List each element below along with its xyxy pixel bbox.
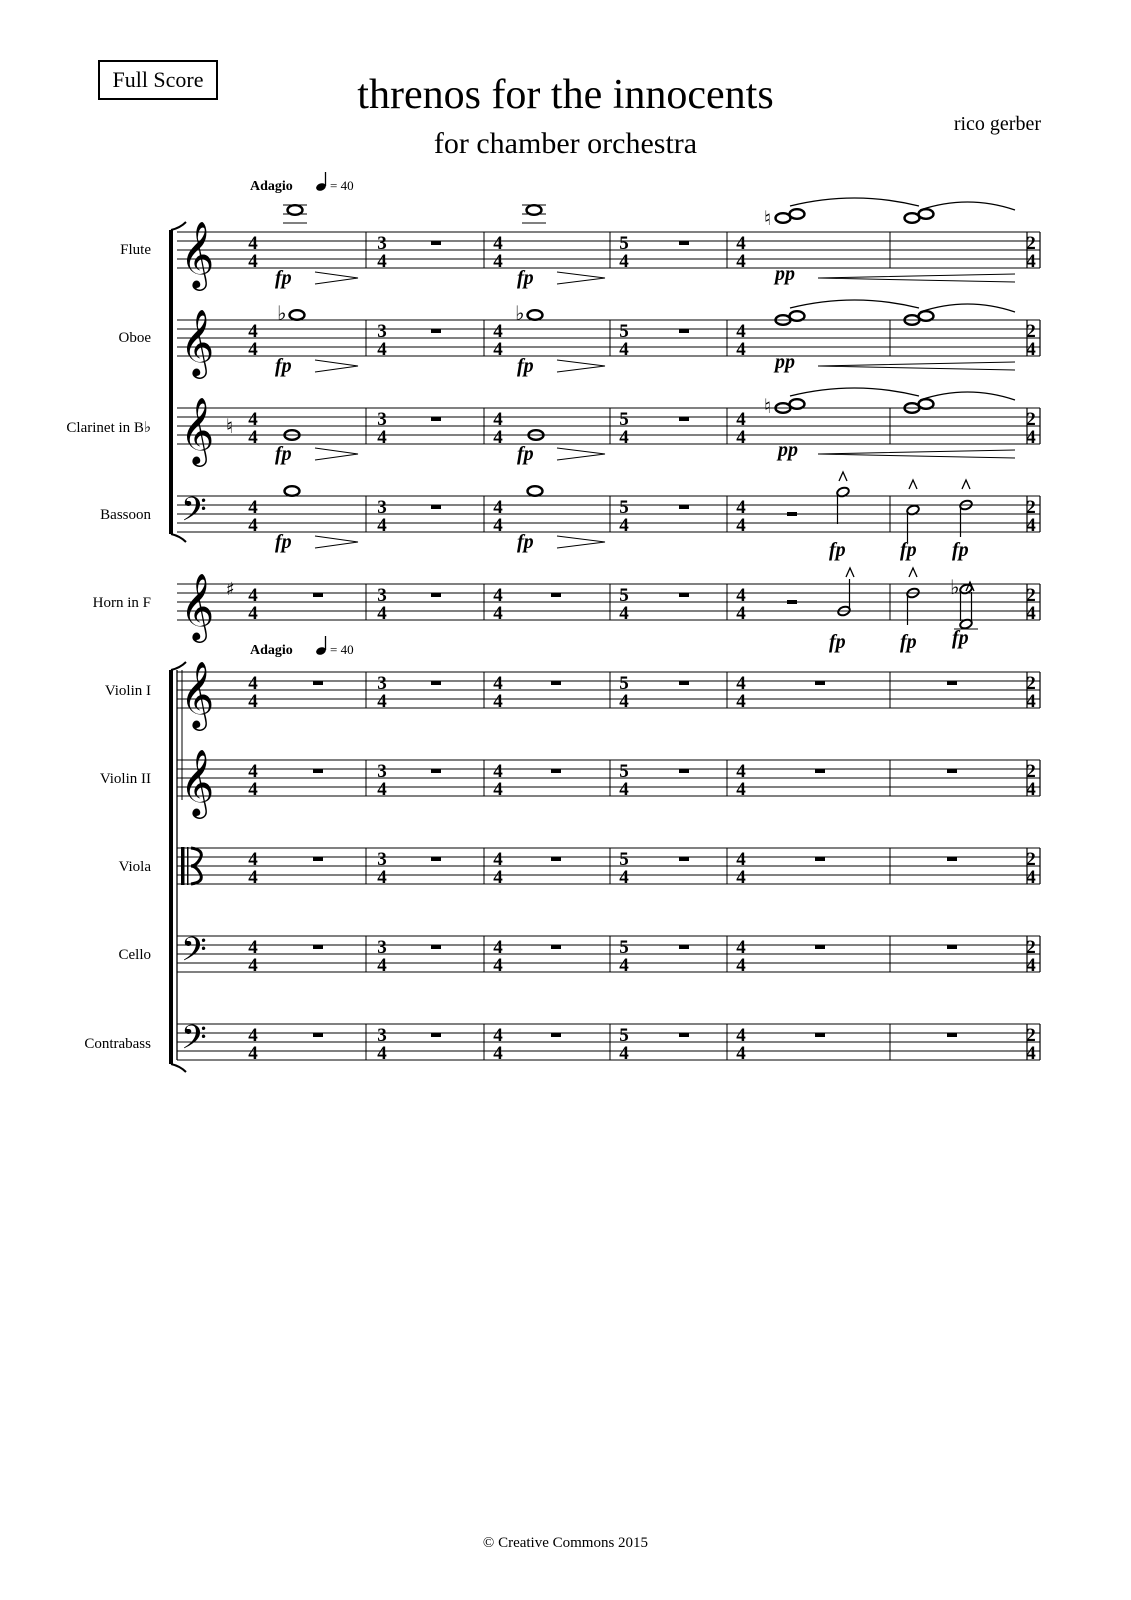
copyright-notice: © Creative Commons 2015 [482, 1535, 649, 1551]
half-rest [787, 600, 797, 604]
time-signature-bottom: 4 [736, 867, 746, 888]
whole-rest [431, 505, 441, 509]
time-signature-bottom: 4 [493, 251, 503, 272]
whole-note [790, 209, 805, 219]
whole-rest [679, 1033, 689, 1037]
natural-icon: ♮ [226, 414, 234, 438]
time-signature-bottom: 4 [493, 955, 503, 976]
instrument-name-flute: Flute [120, 242, 151, 258]
instrument-name-violin-2: Violin II [99, 771, 151, 787]
whole-note [285, 486, 300, 496]
whole-note [919, 311, 934, 321]
dynamic-fp: fp [275, 443, 292, 465]
whole-note [288, 205, 303, 215]
whole-rest [679, 681, 689, 685]
accent-mark [909, 568, 917, 577]
half-rest [787, 512, 797, 516]
time-signature-top: 4 [736, 233, 746, 254]
decrescendo-hairpin [557, 536, 605, 548]
time-signature-bottom: 4 [1026, 955, 1036, 976]
time-signature-top: 4 [248, 585, 258, 606]
time-signature-bottom: 4 [248, 603, 258, 624]
time-signature-top: 4 [248, 849, 258, 870]
time-signature-top: 4 [736, 673, 746, 694]
time-signature-top: 4 [736, 585, 746, 606]
treble-clef-icon: 𝄞 [180, 660, 215, 728]
time-signature-top: 3 [377, 409, 387, 430]
tie [790, 388, 919, 396]
flat-icon: ♭ [950, 575, 960, 599]
time-signature-top: 4 [248, 233, 258, 254]
whole-note [919, 399, 934, 409]
time-signature-bottom: 4 [1026, 339, 1036, 360]
whole-rest [679, 329, 689, 333]
time-signature-top: 4 [736, 849, 746, 870]
time-signature-top: 2 [1026, 849, 1036, 870]
decrescendo-hairpin [818, 274, 1015, 282]
time-signature-bottom: 4 [248, 251, 258, 272]
time-signature-top: 3 [377, 321, 387, 342]
time-signature-bottom: 4 [1026, 779, 1036, 800]
time-signature-top: 4 [736, 497, 746, 518]
time-signature-bottom: 4 [619, 515, 629, 536]
instrument-name-violin-1: Violin I [104, 683, 151, 699]
dynamic-pp: pp [775, 263, 795, 285]
time-signature-bottom: 4 [248, 867, 258, 888]
instrument-name-clarinet: Clarinet in B♭ [66, 420, 151, 436]
time-signature-top: 5 [619, 673, 629, 694]
time-signature-bottom: 4 [736, 603, 746, 624]
time-signature-bottom: 4 [1026, 515, 1036, 536]
time-signature-top: 4 [736, 1025, 746, 1046]
tie [790, 300, 919, 308]
decrescendo-hairpin [315, 272, 358, 284]
time-signature-bottom: 4 [619, 691, 629, 712]
time-signature-top: 4 [248, 761, 258, 782]
time-signature-top: 5 [619, 497, 629, 518]
time-signature-top: 4 [493, 497, 503, 518]
whole-rest [431, 857, 441, 861]
accent-mark [966, 582, 974, 591]
whole-rest [431, 593, 441, 597]
time-signature-top: 5 [619, 761, 629, 782]
time-signature-top: 4 [493, 937, 503, 958]
time-signature-top: 3 [377, 1025, 387, 1046]
accent-mark [846, 568, 854, 577]
time-signature-bottom: 4 [248, 427, 258, 448]
whole-note [528, 486, 543, 496]
whole-rest [679, 945, 689, 949]
tie [920, 304, 1015, 312]
dynamic-fp: fp [517, 443, 534, 465]
flat-icon: ♭ [277, 301, 287, 325]
time-signature-bottom: 4 [736, 515, 746, 536]
whole-rest [551, 593, 561, 597]
time-signature-bottom: 4 [248, 1043, 258, 1064]
time-signature-top: 2 [1026, 761, 1036, 782]
time-signature-top: 2 [1026, 497, 1036, 518]
time-signature-bottom: 4 [736, 427, 746, 448]
time-signature-top: 5 [619, 321, 629, 342]
dynamic-fp: fp [517, 355, 534, 377]
time-signature-top: 4 [493, 321, 503, 342]
time-signature-bottom: 4 [493, 427, 503, 448]
time-signature-bottom: 4 [1026, 691, 1036, 712]
whole-rest [313, 769, 323, 773]
time-signature-top: 4 [248, 1025, 258, 1046]
time-signature-top: 4 [248, 409, 258, 430]
time-signature-top: 3 [377, 673, 387, 694]
whole-note [790, 399, 805, 409]
time-signature-bottom: 4 [619, 339, 629, 360]
whole-rest [815, 857, 825, 861]
time-signature-top: 2 [1026, 1025, 1036, 1046]
treble-clef-icon: 𝄞 [180, 748, 215, 816]
dynamic-fp: fp [275, 267, 292, 289]
time-signature-top: 4 [493, 849, 503, 870]
score-title: threnos for the innocents [357, 72, 774, 118]
whole-rest [431, 241, 441, 245]
tie [790, 198, 919, 206]
time-signature-bottom: 4 [493, 1043, 503, 1064]
whole-rest [815, 1033, 825, 1037]
time-signature-bottom: 4 [248, 515, 258, 536]
time-signature-bottom: 4 [619, 251, 629, 272]
whole-note [919, 209, 934, 219]
dynamic-fp: fp [275, 531, 292, 553]
dynamic-fp: fp [952, 627, 969, 649]
tie [920, 392, 1015, 400]
time-signature-top: 4 [248, 497, 258, 518]
time-signature-top: 4 [493, 1025, 503, 1046]
tie [920, 202, 1015, 210]
time-signature-bottom: 4 [736, 339, 746, 360]
dynamic-pp: pp [775, 351, 795, 373]
time-signature-bottom: 4 [619, 779, 629, 800]
whole-rest [679, 769, 689, 773]
decrescendo-hairpin [557, 448, 605, 460]
time-signature-top: 5 [619, 937, 629, 958]
time-signature-bottom: 4 [248, 691, 258, 712]
time-signature-top: 4 [736, 761, 746, 782]
time-signature-bottom: 4 [377, 691, 387, 712]
time-signature-bottom: 4 [736, 955, 746, 976]
time-signature-top: 4 [736, 937, 746, 958]
whole-note [528, 310, 543, 320]
time-signature-bottom: 4 [377, 1043, 387, 1064]
time-signature-bottom: 4 [377, 515, 387, 536]
time-signature-bottom: 4 [619, 955, 629, 976]
time-signature-top: 2 [1026, 585, 1036, 606]
time-signature-top: 4 [493, 673, 503, 694]
whole-note [790, 311, 805, 321]
decrescendo-hairpin [818, 450, 1015, 458]
time-signature-bottom: 4 [619, 603, 629, 624]
composer-name: rico gerber [953, 113, 1041, 135]
time-signature-top: 4 [736, 409, 746, 430]
dynamic-fp: fp [900, 631, 917, 653]
strings-bracket [171, 1064, 186, 1072]
time-signature-bottom: 4 [1026, 867, 1036, 888]
treble-clef-icon: 𝄞 [180, 572, 215, 640]
whole-rest [313, 945, 323, 949]
time-signature-top: 4 [248, 673, 258, 694]
time-signature-bottom: 4 [493, 691, 503, 712]
time-signature-bottom: 4 [619, 1043, 629, 1064]
strings-bracket [169, 670, 173, 1064]
tempo-value-top: = 40 [330, 178, 354, 193]
time-signature-top: 3 [377, 585, 387, 606]
time-signature-top: 5 [619, 409, 629, 430]
instrument-name-contrabass: Contrabass [84, 1036, 151, 1052]
whole-rest [679, 593, 689, 597]
instrument-name-cello: Cello [118, 947, 151, 963]
whole-rest [431, 329, 441, 333]
time-signature-bottom: 4 [377, 955, 387, 976]
treble-clef-icon: 𝄞 [180, 396, 215, 464]
whole-note [290, 310, 305, 320]
whole-note [776, 213, 791, 223]
alto-clef-icon [181, 847, 185, 885]
tempo-label-top: Adagio [250, 179, 293, 194]
time-signature-top: 4 [248, 937, 258, 958]
dynamic-fp: fp [517, 531, 534, 553]
whole-rest [551, 681, 561, 685]
dynamic-pp: pp [778, 439, 798, 461]
whole-rest [947, 945, 957, 949]
whole-note [905, 213, 920, 223]
whole-note [527, 205, 542, 215]
instrument-name-horn: Horn in F [92, 595, 151, 611]
whole-rest [431, 945, 441, 949]
time-signature-bottom: 4 [1026, 603, 1036, 624]
time-signature-bottom: 4 [493, 515, 503, 536]
tempo-value-strings: = 40 [330, 642, 354, 657]
decrescendo-hairpin [557, 272, 605, 284]
bass-clef-icon: 𝄢 [181, 491, 207, 537]
whole-rest [313, 857, 323, 861]
dynamic-fp: fp [275, 355, 292, 377]
whole-rest [551, 769, 561, 773]
time-signature-bottom: 4 [377, 251, 387, 272]
time-signature-top: 2 [1026, 937, 1036, 958]
time-signature-top: 2 [1026, 409, 1036, 430]
accent-mark [962, 480, 970, 489]
full-score-label: Full Score [98, 60, 218, 100]
time-signature-bottom: 4 [1026, 427, 1036, 448]
whole-rest [551, 1033, 561, 1037]
natural-icon: ♮ [764, 394, 772, 418]
time-signature-top: 4 [736, 321, 746, 342]
whole-rest [815, 945, 825, 949]
treble-clef-icon: 𝄞 [180, 220, 215, 288]
bass-clef-icon: 𝄢 [181, 931, 207, 977]
instrument-name-bassoon: Bassoon [100, 507, 151, 523]
time-signature-bottom: 4 [377, 427, 387, 448]
time-signature-bottom: 4 [1026, 1043, 1036, 1064]
whole-rest [431, 769, 441, 773]
time-signature-bottom: 4 [736, 1043, 746, 1064]
time-signature-bottom: 4 [493, 867, 503, 888]
instrument-name-oboe: Oboe [118, 330, 151, 346]
time-signature-bottom: 4 [493, 779, 503, 800]
whole-rest [679, 417, 689, 421]
time-signature-bottom: 4 [377, 779, 387, 800]
accent-mark [909, 480, 917, 489]
tempo-label-strings: Adagio [250, 643, 293, 658]
time-signature-bottom: 4 [248, 339, 258, 360]
dynamic-fp: fp [829, 631, 846, 653]
woodwind-bracket [169, 230, 173, 534]
whole-rest [313, 593, 323, 597]
treble-clef-icon: 𝄞 [180, 308, 215, 376]
time-signature-top: 3 [377, 761, 387, 782]
whole-rest [551, 945, 561, 949]
whole-rest [947, 1033, 957, 1037]
dynamic-fp: fp [829, 539, 846, 561]
whole-rest [947, 681, 957, 685]
time-signature-bottom: 4 [736, 779, 746, 800]
time-signature-top: 5 [619, 233, 629, 254]
time-signature-top: 3 [377, 937, 387, 958]
time-signature-bottom: 4 [493, 339, 503, 360]
time-signature-bottom: 4 [377, 603, 387, 624]
whole-rest [947, 857, 957, 861]
time-signature-top: 5 [619, 585, 629, 606]
time-signature-bottom: 4 [619, 427, 629, 448]
alto-clef-icon [187, 847, 189, 885]
time-signature-top: 3 [377, 233, 387, 254]
time-signature-bottom: 4 [377, 339, 387, 360]
whole-rest [313, 681, 323, 685]
whole-rest [679, 241, 689, 245]
whole-rest [431, 681, 441, 685]
whole-rest [431, 1033, 441, 1037]
time-signature-top: 5 [619, 849, 629, 870]
dynamic-fp: fp [517, 267, 534, 289]
time-signature-top: 5 [619, 1025, 629, 1046]
sharp-icon: ♯ [226, 579, 235, 600]
time-signature-bottom: 4 [1026, 251, 1036, 272]
bass-clef-icon: 𝄢 [181, 1019, 207, 1065]
whole-rest [947, 769, 957, 773]
decrescendo-hairpin [557, 360, 605, 372]
dynamic-fp: fp [900, 539, 917, 561]
natural-icon: ♮ [764, 206, 772, 230]
time-signature-bottom: 4 [493, 603, 503, 624]
time-signature-top: 2 [1026, 321, 1036, 342]
accent-mark [839, 472, 847, 481]
flat-icon: ♭ [515, 301, 525, 325]
whole-rest [431, 417, 441, 421]
time-signature-top: 4 [248, 321, 258, 342]
whole-rest [679, 505, 689, 509]
whole-rest [679, 857, 689, 861]
whole-rest [313, 1033, 323, 1037]
whole-rest [815, 769, 825, 773]
whole-rest [551, 857, 561, 861]
dynamic-fp: fp [952, 539, 969, 561]
time-signature-bottom: 4 [248, 955, 258, 976]
time-signature-top: 4 [493, 409, 503, 430]
decrescendo-hairpin [315, 536, 358, 548]
time-signature-top: 2 [1026, 233, 1036, 254]
instrument-name-viola: Viola [118, 859, 151, 875]
time-signature-bottom: 4 [736, 691, 746, 712]
time-signature-top: 3 [377, 849, 387, 870]
time-signature-top: 4 [493, 761, 503, 782]
time-signature-bottom: 4 [377, 867, 387, 888]
time-signature-bottom: 4 [736, 251, 746, 272]
time-signature-bottom: 4 [248, 779, 258, 800]
decrescendo-hairpin [315, 448, 358, 460]
time-signature-top: 4 [493, 233, 503, 254]
time-signature-top: 4 [493, 585, 503, 606]
decrescendo-hairpin [818, 362, 1015, 370]
decrescendo-hairpin [315, 360, 358, 372]
whole-rest [815, 681, 825, 685]
time-signature-bottom: 4 [619, 867, 629, 888]
time-signature-top: 3 [377, 497, 387, 518]
score-subtitle: for chamber orchestra [433, 127, 698, 160]
time-signature-top: 2 [1026, 673, 1036, 694]
